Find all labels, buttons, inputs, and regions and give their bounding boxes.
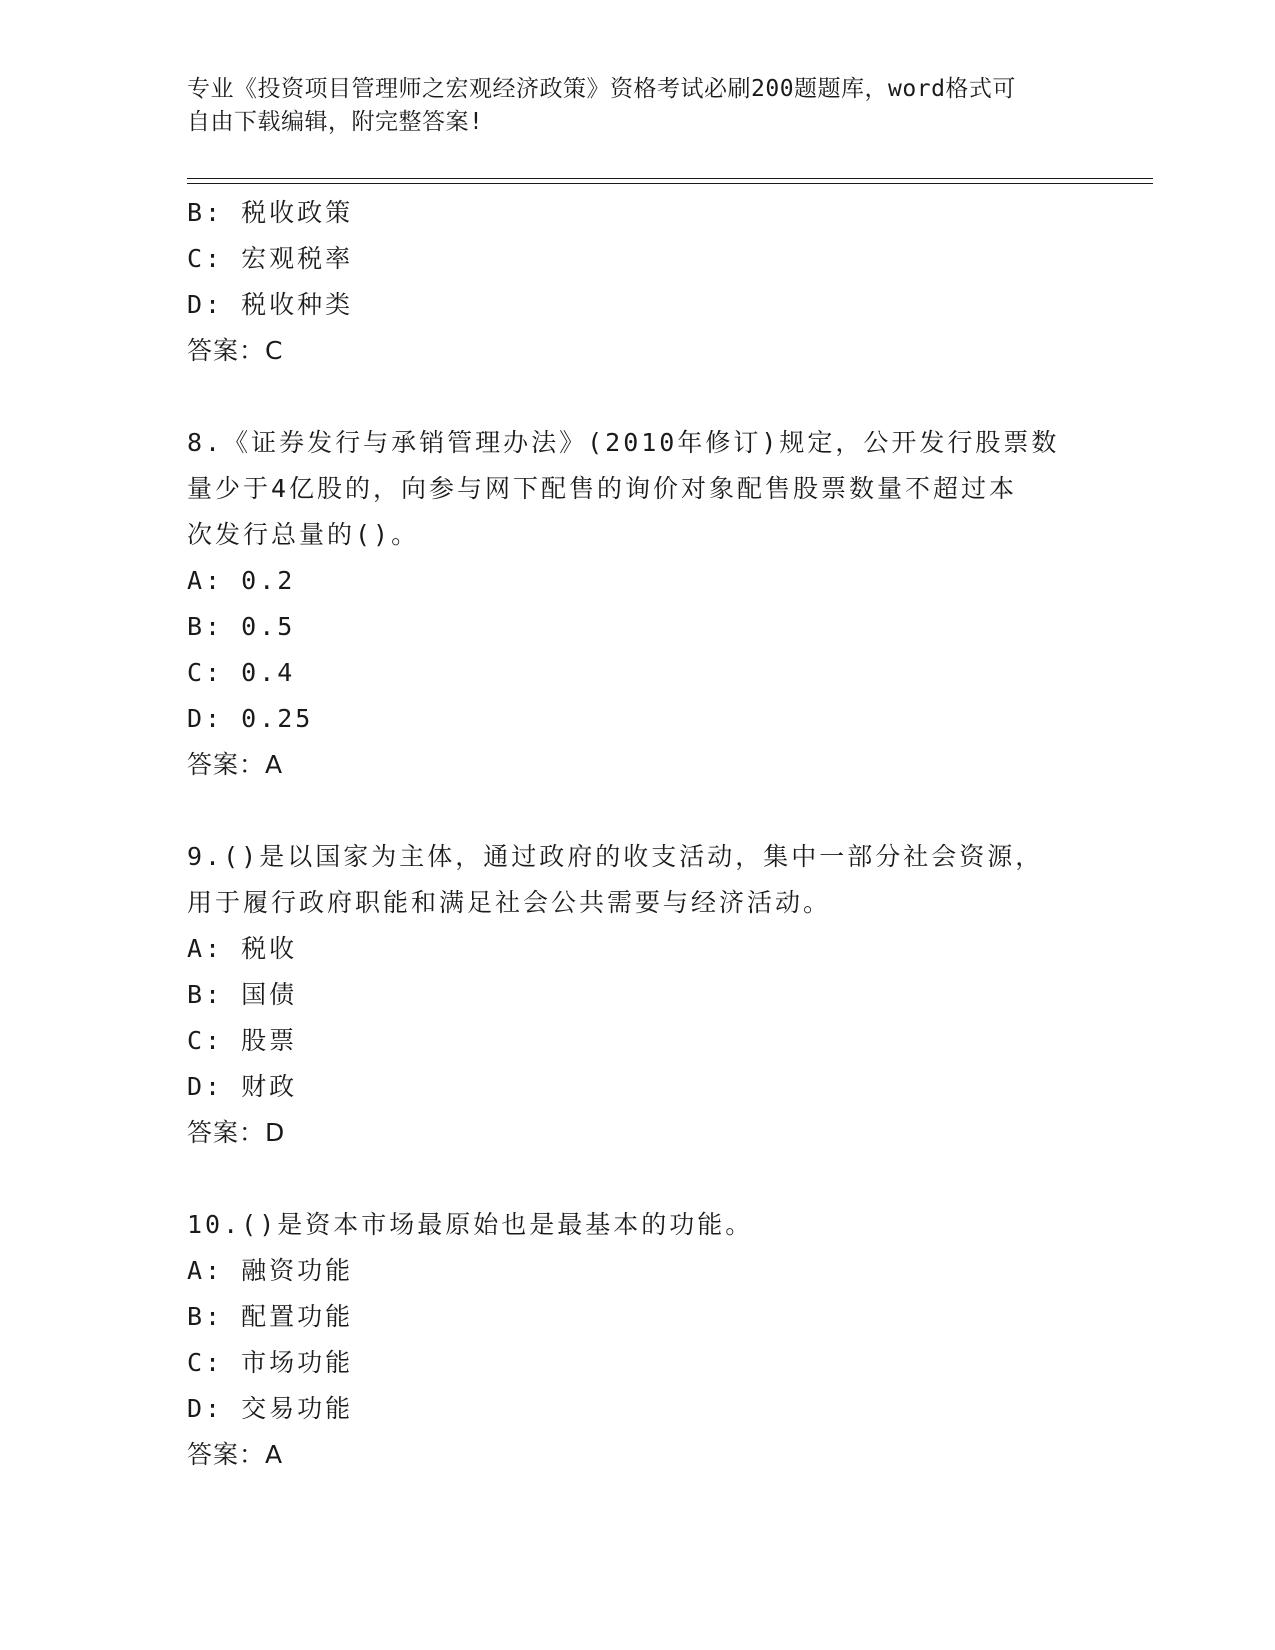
answer-line: 答案：A	[187, 750, 284, 779]
question-7	[187, 190, 1067, 374]
option-b: B: 0.5	[187, 612, 296, 641]
spacer	[187, 1156, 1067, 1202]
spacer	[187, 374, 1067, 420]
header-line-2: 自由下载编辑，附完整答案!	[187, 109, 484, 135]
header-line-1: 专业《投资项目管理师之宏观经济政策》资格考试必刷200题题库，word格式可	[187, 76, 1016, 102]
option-c: C: 宏观税率	[187, 244, 354, 273]
option-b: B: 国债	[187, 980, 298, 1009]
document-header	[187, 73, 1067, 139]
question-10	[187, 1202, 1067, 1478]
question-8	[187, 420, 1067, 788]
option-a: A: 融资功能	[187, 1256, 354, 1285]
question-text-line: 用于履行政府职能和满足社会公共需要与经济活动。	[187, 888, 832, 917]
option-a: A: 0.2	[187, 566, 296, 595]
option-d: D: 交易功能	[187, 1394, 354, 1423]
answer-line: 答案：D	[187, 1118, 286, 1147]
option-c: C: 0.4	[187, 658, 296, 687]
question-text-line: 8.《证券发行与承销管理办法》(2010年修订)规定，公开发行股票数	[187, 428, 1060, 457]
question-list	[187, 190, 1067, 1478]
header-divider-top	[187, 178, 1153, 179]
answer-line: 答案：A	[187, 1440, 284, 1469]
question-9	[187, 834, 1067, 1156]
question-text-line: 9.()是以国家为主体，通过政府的收支活动，集中一部分社会资源，	[187, 842, 1044, 871]
option-a: A: 税收	[187, 934, 298, 963]
option-c: C: 市场功能	[187, 1348, 354, 1377]
answer-line: 答案：C	[187, 336, 284, 365]
spacer	[187, 788, 1067, 834]
question-text-line: 次发行总量的()。	[187, 520, 420, 549]
question-text-line: 10.()是资本市场最原始也是最基本的功能。	[187, 1210, 754, 1239]
option-d: D: 0.25	[187, 704, 314, 733]
question-text-line: 量少于4亿股的，向参与网下配售的询价对象配售股票数量不超过本	[187, 474, 1018, 503]
option-b: B: 配置功能	[187, 1302, 354, 1331]
option-d: D: 财政	[187, 1072, 298, 1101]
header-divider-bottom	[187, 183, 1153, 184]
option-d: D: 税收种类	[187, 290, 354, 319]
option-b: B: 税收政策	[187, 198, 354, 227]
option-c: C: 股票	[187, 1026, 298, 1055]
